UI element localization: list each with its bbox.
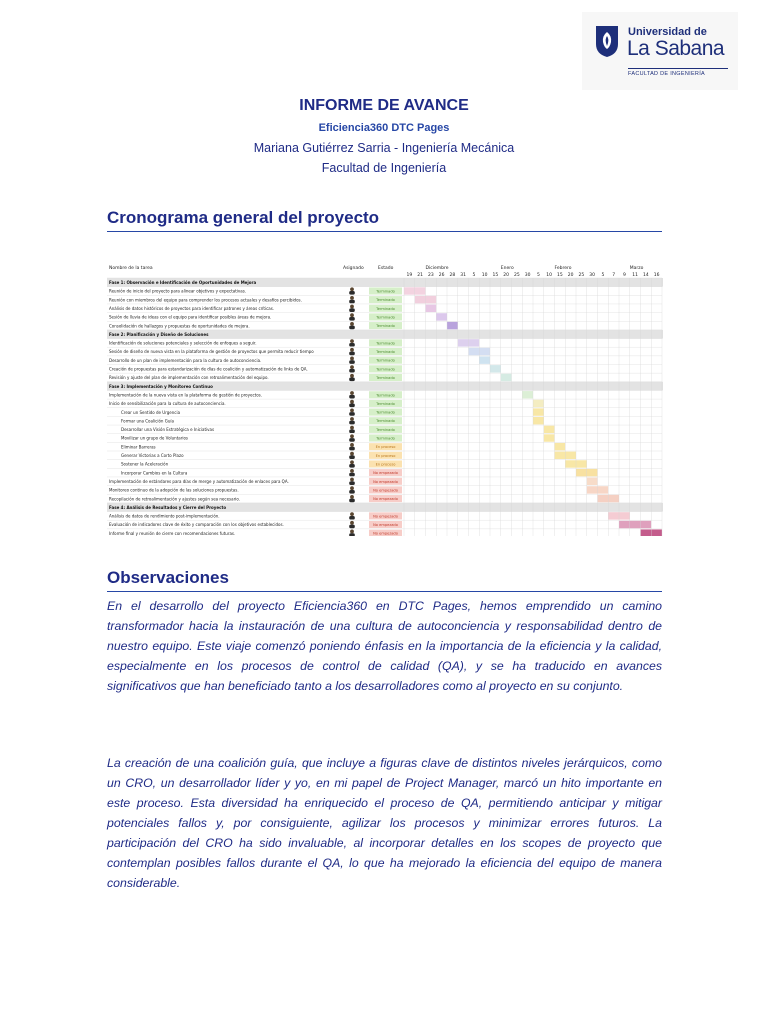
observation-paragraph-1: En el desarrollo del proyecto Eficiencia360 en DTC Pages, hemos emprendido un camino transformador hacia la instauración de una cultura de autoconciencia y responsabilidad dentro de nuestro equipo. Este viaje comenzó poniendo énfasis en la importancia de la eficiencia y la calidad, especialmente en los procesos de control de calidad (QA), y se ha traducido en avances significativos que han beneficiado tanto a los desarrolladores como al proyecto en su conjunto. <box>107 599 662 693</box>
gantt-task-name: Análisis de datos de rendimiento post-implementación. <box>109 513 220 519</box>
status-label: Terminado <box>376 298 395 303</box>
gantt-task-name: Crear un Sentido de Urgencia <box>121 409 181 415</box>
assignee-avatar-icon <box>350 305 354 309</box>
gantt-bar <box>533 408 544 415</box>
shield-crest-icon <box>594 24 620 58</box>
status-label: Terminado <box>376 324 395 329</box>
assignee-avatar-icon <box>350 296 354 300</box>
logo-university-name: La Sabana <box>627 37 725 60</box>
gantt-day-label: 26 <box>438 273 445 278</box>
gantt-day-label: 15 <box>557 273 563 278</box>
observation-paragraph-2: La creación de una coalición guía, que incluye a figuras clave de distintos niveles jerárquicos, como un CRO, un desarrollador líder y yo, en mi papel de Project Manager, marcó un hito importante en este proceso. Esta diversidad ha enriquecido el proceso de QA, permitiendo anticipar y mitigar potenciales fallos y, por consiguiente, agilizar los procesos y minimizar errores futuros. La participación del CRO ha sido invaluable, al incorporar detalles en los scopes de proyecto que contemplan posibles fallos durante el QA, lo que ha mejorado la eficiencia del equipo de manera considerable. <box>107 756 662 890</box>
gantt-bar <box>501 374 512 381</box>
assignee-avatar-body <box>349 464 355 468</box>
gantt-task-name: Eliminar Barreras <box>121 444 156 450</box>
assignee-avatar-icon <box>350 426 354 430</box>
gantt-month-label: Enero <box>500 266 514 271</box>
gantt-bar <box>479 356 490 363</box>
gantt-task-name: Formar una Coalición Guía <box>121 418 174 424</box>
gantt-task-name: Informe final y reunión de cierre con recomendaciones futuras. <box>109 530 236 536</box>
university-logo <box>582 12 738 90</box>
gantt-day-label: 23 <box>428 273 434 278</box>
logo-university-label: Universidad de <box>628 26 707 38</box>
report-title: INFORME DE AVANCE <box>299 97 469 114</box>
gantt-day-label: 10 <box>481 273 488 278</box>
gantt-phase-label: Fase 4: Análisis de Resultados y Cierre del Proyecto <box>109 504 227 510</box>
gantt-day-label: 30 <box>524 273 531 278</box>
assignee-avatar-body <box>349 378 355 382</box>
assignee-avatar-body <box>349 395 355 399</box>
gantt-task-name: Creación de propuestas para estandarización de días de coalición y automatización de links de QA. <box>109 366 308 372</box>
gantt-task-name: Revisión y ajuste del plan de implementación con retroalimentación del equipo. <box>109 375 269 381</box>
gantt-bar <box>533 400 544 407</box>
assignee-avatar-icon <box>350 287 354 291</box>
status-label: No empezado <box>373 531 398 536</box>
author-line: Mariana Gutiérrez Sarria - Ingeniería Mecánica <box>253 141 515 155</box>
gantt-bar <box>522 391 533 398</box>
schedule-section-title: Cronograma general del proyecto <box>107 208 380 227</box>
assignee-avatar-body <box>349 481 355 485</box>
gantt-task-name: Reunión con miembros del equipo para comprender los procesos actuales y desafíos percibidos. <box>109 297 302 303</box>
status-label: Terminado <box>376 367 395 372</box>
gantt-day-label: 7 <box>612 273 616 278</box>
assignee-avatar-body <box>349 300 355 304</box>
gantt-day-label: 30 <box>589 273 595 278</box>
gantt-task-name: Desarrollo de un plan de implementación para la cultura de autoconciencia. <box>109 357 262 363</box>
schedule-section-heading <box>107 208 662 232</box>
gantt-day-label: 5 <box>472 273 476 278</box>
assignee-avatar-body <box>349 533 355 536</box>
gantt-phase-label: Fase 1: Observación e Identificación de Oportunidades de Mejora <box>109 280 257 285</box>
gantt-task-name: Implementación de la nueva vista en la plataforma de gestión de proyectos. <box>109 392 263 398</box>
gantt-bar <box>619 521 651 528</box>
logo-faculty: FACULTAD DE INGENIERÍA <box>628 71 705 77</box>
assignee-avatar-icon <box>350 434 354 438</box>
assignee-avatar-body <box>349 525 355 529</box>
assignee-avatar-icon <box>350 374 354 378</box>
assignee-avatar-icon <box>350 348 354 352</box>
status-label: Terminado <box>376 350 395 354</box>
assignee-avatar-body <box>349 412 355 416</box>
status-label: Terminado <box>376 436 395 441</box>
gantt-day-label: 20 <box>567 273 574 278</box>
assignee-avatar-body <box>349 421 355 425</box>
assignee-avatar-body <box>349 360 355 364</box>
assignee-avatar-body <box>349 438 355 442</box>
status-label: No empezado <box>373 479 398 484</box>
assignee-avatar-icon <box>350 417 354 421</box>
status-label: No empezado <box>373 497 398 502</box>
assignee-avatar-icon <box>350 469 354 473</box>
gantt-task-name: Identificación de soluciones potenciales y selección de enfoques a seguir. <box>109 340 257 346</box>
assignee-avatar-icon <box>350 408 354 412</box>
gantt-month-label: Marzo <box>629 266 644 271</box>
gantt-header-task: Nombre de la tarea <box>109 266 153 271</box>
assignee-avatar-body <box>349 455 355 459</box>
gantt-month-label: Febrero <box>554 266 572 271</box>
assignee-avatar-icon <box>350 322 354 326</box>
status-label: No empezado <box>373 523 398 527</box>
gantt-header-assigned: Asignado <box>343 266 364 271</box>
assignee-avatar-icon <box>350 391 354 395</box>
gantt-day-label: 31 <box>460 273 466 278</box>
gantt-bar <box>555 443 566 450</box>
gantt-task-name: Sostener la Aceleración <box>121 461 169 467</box>
gantt-bar <box>447 322 458 329</box>
gantt-day-label: 11 <box>632 273 638 278</box>
faculty-line: Facultad de Ingeniería <box>321 161 447 175</box>
assignee-avatar-body <box>349 352 355 356</box>
assignee-avatar-body <box>349 317 355 321</box>
gantt-task-name: Sesión de lluvia de ideas con el equipo para identificar posibles áreas de mejora. <box>109 314 272 320</box>
status-label: Terminado <box>376 358 395 363</box>
status-label: En proceso <box>375 445 396 450</box>
assignee-avatar-icon <box>350 365 354 369</box>
assignee-avatar-body <box>349 447 355 451</box>
assignee-avatar-icon <box>350 443 354 447</box>
assignee-avatar-icon <box>350 452 354 456</box>
assignee-avatar-body <box>349 343 355 347</box>
gantt-bar <box>533 417 544 424</box>
gantt-task-name: Movilizar un grupo de Voluntarios <box>121 435 189 441</box>
gantt-bar <box>544 434 555 441</box>
status-label: Terminado <box>376 401 395 406</box>
assignee-avatar-body <box>349 369 355 373</box>
assignee-avatar-icon <box>350 357 354 361</box>
assignee-avatar-body <box>349 291 355 295</box>
gantt-day-label: 5 <box>536 273 540 278</box>
gantt-task-name: Desarrollar una Visión Estratégica e Iniciativas <box>121 427 215 433</box>
gantt-day-label: 20 <box>503 273 509 278</box>
status-label: No empezado <box>373 471 398 476</box>
status-label: Terminado <box>376 289 395 294</box>
status-label: Terminado <box>376 306 395 311</box>
assignee-avatar-body <box>349 499 355 503</box>
assignee-avatar-icon <box>350 486 354 490</box>
assignee-avatar-icon <box>350 313 354 317</box>
assignee-avatar-icon <box>350 460 354 464</box>
gantt-day-label: 25 <box>578 273 585 278</box>
gantt-day-label: 9 <box>622 273 626 278</box>
gantt-day-label: 5 <box>601 273 605 278</box>
gantt-task-name: Sesión de diseño de nueva vista en la plataforma de gestión de proyectos que permita reducir tiempo <box>109 349 314 355</box>
assignee-avatar-body <box>349 490 355 494</box>
gantt-bar <box>436 313 447 320</box>
assignee-avatar-body <box>349 429 355 433</box>
assignee-avatar-icon <box>350 339 354 343</box>
gantt-day-label: 15 <box>492 273 499 278</box>
gantt-day-label: 19 <box>406 273 413 278</box>
status-label: Terminado <box>376 410 395 415</box>
gantt-task-name: Análisis de datos históricos de proyectos para identificar patrones y áreas críticas. <box>109 305 275 311</box>
status-label: Terminado <box>376 393 395 398</box>
gantt-task-name: Incorporar Cambios en la Cultura <box>121 470 188 476</box>
assignee-avatar-icon <box>350 400 354 404</box>
gantt-phase-label: Fase 2: Planificación y Diseño de Soluciones <box>109 331 209 337</box>
gantt-task-name: Generar Victorias a Corto Plazo <box>121 453 184 458</box>
assignee-avatar-body <box>349 473 355 477</box>
gantt-month-label: Diciembre <box>425 266 449 271</box>
gantt-task-name: Inicio de sensibilización para la cultura de autoconciencia. <box>109 401 226 407</box>
gantt-day-label: 21 <box>417 273 423 278</box>
gantt-day-label: 25 <box>514 273 520 278</box>
gantt-bar <box>587 478 598 485</box>
assignee-avatar-icon <box>350 521 354 525</box>
assignee-avatar-body <box>349 326 355 330</box>
gantt-bar <box>490 365 501 372</box>
status-label: Terminado <box>376 427 395 432</box>
gantt-task-name: Consolidación de hallazgos y propuestas de oportunidades de mejora. <box>109 323 250 329</box>
gantt-chart <box>107 262 663 536</box>
gantt-bar <box>544 426 555 433</box>
assignee-avatar-icon <box>350 478 354 482</box>
assignee-avatar-icon <box>350 530 354 534</box>
status-label: Terminado <box>376 419 395 424</box>
gantt-header-status: Estado <box>378 266 394 271</box>
gantt-bar <box>426 305 437 312</box>
assignee-avatar-icon <box>350 495 354 499</box>
observations-section-heading <box>107 568 662 592</box>
gantt-task-name: Recopilación de retroalimentación y ajustes según sea necesario. <box>109 496 240 502</box>
status-label: No empezado <box>373 488 398 493</box>
project-subtitle: Eficiencia360 DTC Pages <box>318 122 450 134</box>
assignee-avatar-body <box>349 404 355 408</box>
gantt-task-name: Evaluación de indicadores clave de éxito y comparación con los objetivos establecidos. <box>109 522 284 528</box>
gantt-day-label: 28 <box>449 273 456 278</box>
gantt-task-name: Monitoreo continuo de la adopción de las soluciones propuestas. <box>109 487 239 493</box>
assignee-avatar-body <box>349 516 355 520</box>
status-label: Terminado <box>376 341 395 346</box>
assignee-avatar-icon <box>350 512 354 516</box>
status-label: Terminado <box>376 375 395 380</box>
observations-section-title: Observaciones <box>107 568 229 587</box>
logo-divider <box>628 68 728 69</box>
status-label: En proceso <box>375 462 396 467</box>
gantt-day-label: 14 <box>643 273 649 278</box>
status-label: Terminado <box>376 315 395 320</box>
gantt-day-label: 10 <box>546 273 552 278</box>
gantt-phase-label: Fase 3: Implementación y Monitoreo Continuo <box>109 383 213 389</box>
gantt-task-name: Implementación de estándares para días de merge y automatización de enlaces para QA. <box>109 478 289 484</box>
status-label: En proceso <box>375 453 396 458</box>
status-label: No empezado <box>373 514 398 519</box>
gantt-task-name: Reunión de inicio del proyecto para alinear objetivos y expectativas. <box>109 288 247 294</box>
assignee-avatar-body <box>349 308 355 312</box>
gantt-day-label: 16 <box>653 273 660 278</box>
